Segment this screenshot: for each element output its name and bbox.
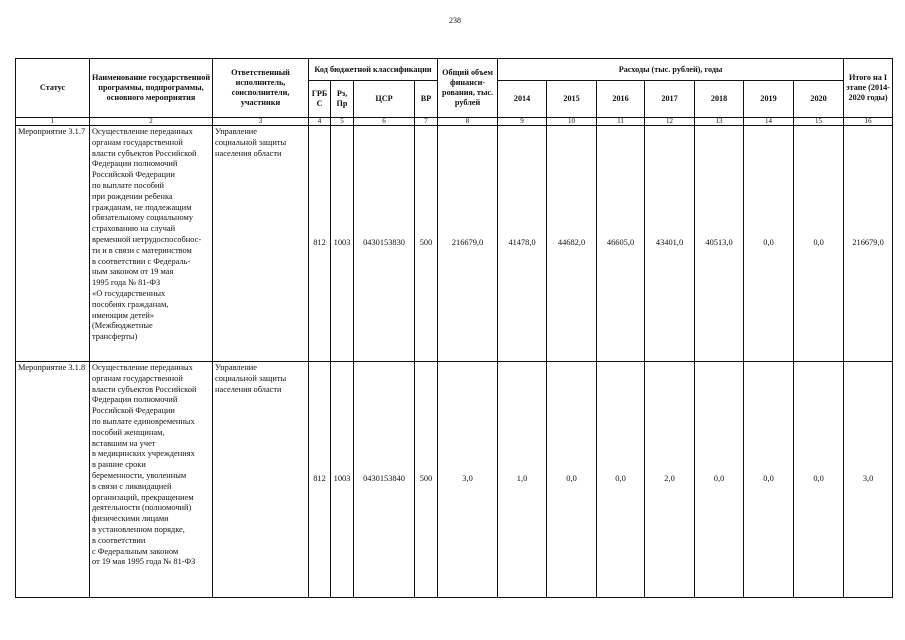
header-expenses: Расходы (тыс. рублей), годы — [498, 59, 844, 81]
column-number: 9 — [498, 118, 547, 126]
row-vr: 500 — [415, 126, 438, 362]
header-year: 2018 — [695, 81, 744, 118]
row-grbs: 812 — [309, 126, 331, 362]
row-name: Осуществление переданных органам государственной власти субъектов Российской Федерации полномочий Российской Федерации по выплате пособий при рождении ребенка гражданам, не подлежащим обязательному социальному страхованию на случай временной нетрудоспособнос- ти и в связи с материнством в соответствии с Федераль- ным законом от 19 мая 1995 года № 81-ФЗ «О государственных пособиях гражданам, имеющим детей» (Межбюджетные трансферты) — [90, 126, 213, 362]
column-number: 10 — [547, 118, 597, 126]
row-year-value: 0,0 — [794, 126, 844, 362]
column-number: 14 — [744, 118, 794, 126]
header-responsible: Ответственный исполнитель, соисполнители, участники — [213, 59, 309, 118]
column-number: 8 — [438, 118, 498, 126]
row-total: 3,0 — [438, 362, 498, 598]
column-number: 5 — [331, 118, 354, 126]
row-total: 216679,0 — [438, 126, 498, 362]
column-number: 4 — [309, 118, 331, 126]
header-year: 2020 — [794, 81, 844, 118]
header-year: 2019 — [744, 81, 794, 118]
row-year-value: 0,0 — [597, 362, 645, 598]
row-year-value: 44682,0 — [547, 126, 597, 362]
row-vr: 500 — [415, 362, 438, 598]
header-year: 2016 — [597, 81, 645, 118]
row-year-value: 0,0 — [794, 362, 844, 598]
row-csr: 0430153840 — [354, 362, 415, 598]
row-itogo: 3,0 — [844, 362, 893, 598]
header-year: 2015 — [547, 81, 597, 118]
column-number: 1 — [16, 118, 90, 126]
row-status: Мероприятие 3.1.7 — [16, 126, 90, 362]
row-year-value: 2,0 — [645, 362, 695, 598]
header-budget-code: Код бюджетной классификации — [309, 59, 438, 81]
header-vr: ВР — [415, 81, 438, 118]
row-status: Мероприятие 3.1.8 — [16, 362, 90, 598]
header-status: Статус — [16, 59, 90, 118]
column-number: 6 — [354, 118, 415, 126]
budget-table — [15, 58, 893, 598]
column-number: 3 — [213, 118, 309, 126]
header-row-1 — [16, 59, 893, 81]
row-grbs: 812 — [309, 362, 331, 598]
row-year-value: 1,0 — [498, 362, 547, 598]
row-rzpr: 1003 — [331, 362, 354, 598]
row-responsible: Управление социальной защиты населения области — [213, 362, 309, 598]
row-year-value: 0,0 — [695, 362, 744, 598]
table-row — [16, 362, 893, 598]
column-number: 15 — [794, 118, 844, 126]
header-grbs: ГРБ С — [309, 81, 331, 118]
column-numbers-row — [16, 118, 893, 126]
header-name: Наименование государственной программы, подпрограммы, основного мероприятия — [90, 59, 213, 118]
header-year: 2014 — [498, 81, 547, 118]
row-year-value: 46605,0 — [597, 126, 645, 362]
column-number: 13 — [695, 118, 744, 126]
table-row — [16, 126, 893, 362]
row-year-value: 40513,0 — [695, 126, 744, 362]
column-number: 2 — [90, 118, 213, 126]
row-year-value: 0,0 — [547, 362, 597, 598]
row-year-value: 43401,0 — [645, 126, 695, 362]
row-responsible: Управление социальной защиты населения области — [213, 126, 309, 362]
row-year-value: 0,0 — [744, 126, 794, 362]
column-number: 16 — [844, 118, 893, 126]
row-year-value: 41478,0 — [498, 126, 547, 362]
header-itogo: Итого на I этапе (2014-2020 годы) — [844, 59, 893, 118]
row-name: Осуществление переданных органам государственной власти субъектов Российской Федерации полномочий Российской Федерации по выплате единовременных пособий женщинам, вставшим на учет в медицинских учреждениях в ранние сроки беременности, уволенным в связи с ликвидацией организаций, прекращением деятельности (полномочий) физическими лицами в установленном порядке, в соответствии с Федеральным законом от 19 мая 1995 года № 81-ФЗ — [90, 362, 213, 598]
row-csr: 0430153830 — [354, 126, 415, 362]
column-number: 11 — [597, 118, 645, 126]
header-rzpr: Рз, Пр — [331, 81, 354, 118]
page-number: 238 — [449, 16, 461, 25]
row-year-value: 0,0 — [744, 362, 794, 598]
header-total-volume: Общий объем финанси-рования, тыс. рублей — [438, 59, 498, 118]
column-number: 12 — [645, 118, 695, 126]
header-csr: ЦСР — [354, 81, 415, 118]
header-year: 2017 — [645, 81, 695, 118]
row-itogo: 216679,0 — [844, 126, 893, 362]
column-number: 7 — [415, 118, 438, 126]
row-rzpr: 1003 — [331, 126, 354, 362]
